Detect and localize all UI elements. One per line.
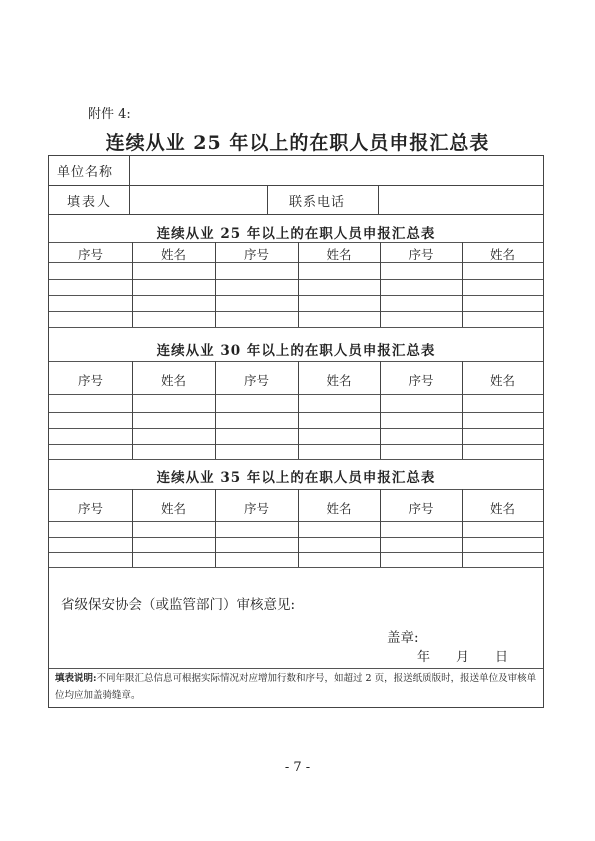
table-row[interactable] <box>49 552 543 553</box>
column-header-name: 姓名 <box>326 373 352 388</box>
filler-label: 填表人 <box>67 194 113 210</box>
column-header-name: 姓名 <box>160 373 186 388</box>
column-header-name: 姓名 <box>160 247 186 262</box>
column-header-seq: 序号 <box>408 373 434 388</box>
column-header-seq: 序号 <box>408 247 434 262</box>
table-row[interactable] <box>49 567 543 568</box>
column-header-seq: 序号 <box>77 501 103 516</box>
filler-row <box>49 186 543 215</box>
table-row[interactable] <box>49 428 543 429</box>
table-row[interactable] <box>49 327 543 328</box>
column-header-name: 姓名 <box>160 501 186 516</box>
page-number: - 7 - <box>284 760 311 775</box>
column-header-name: 姓名 <box>326 247 352 262</box>
column-header-name: 姓名 <box>489 247 515 262</box>
table-row[interactable] <box>49 537 543 538</box>
section-title: 连续从业 25 年以上的在职人员申报汇总表 <box>156 226 436 242</box>
column-header-seq: 序号 <box>243 247 269 262</box>
table-row[interactable] <box>49 444 543 445</box>
table-row[interactable] <box>49 412 543 413</box>
summary-form <box>48 155 544 708</box>
unit-name-label: 单位名称 <box>57 165 114 180</box>
section-title: 连续从业 35 年以上的在职人员申报汇总表 <box>156 470 436 486</box>
column-header-seq: 序号 <box>77 373 103 388</box>
table-row[interactable] <box>49 311 543 312</box>
seal-label: 盖章: <box>387 630 419 646</box>
column-header-seq: 序号 <box>243 501 269 516</box>
instructions-note <box>55 670 539 704</box>
column-header-seq: 序号 <box>408 501 434 516</box>
section-title: 连续从业 30 年以上的在职人员申报汇总表 <box>156 343 436 359</box>
column-header-name: 姓名 <box>489 501 515 516</box>
filler-field[interactable] <box>130 186 267 214</box>
note-prefix: 填表说明: <box>55 673 97 684</box>
unit-name-field[interactable] <box>130 156 542 185</box>
attachment-label: 附件 4: <box>88 107 131 122</box>
column-header-seq: 序号 <box>243 373 269 388</box>
table-row[interactable] <box>49 279 543 280</box>
column-header-name: 姓名 <box>489 373 515 388</box>
table-row[interactable] <box>49 459 543 460</box>
date-label: 年 月 日 <box>417 650 509 665</box>
table-row[interactable] <box>49 295 543 296</box>
page-title: 连续从业 25 年以上的在职人员申报汇总表 <box>105 132 490 154</box>
phone-field[interactable] <box>379 186 542 214</box>
unit-name-row <box>49 156 543 186</box>
phone-label: 联系电话 <box>289 194 346 210</box>
note-text: 不同年限汇总信息可根据实际情况对应增加行数和序号，如超过 2 页，报送纸质版时，报送单位及审核单位均应加盖骑缝章。 <box>55 673 537 701</box>
column-header-name: 姓名 <box>326 501 352 516</box>
review-label: 省级保安协会（或监管部门）审核意见: <box>61 597 296 613</box>
column-header-seq: 序号 <box>77 247 103 262</box>
